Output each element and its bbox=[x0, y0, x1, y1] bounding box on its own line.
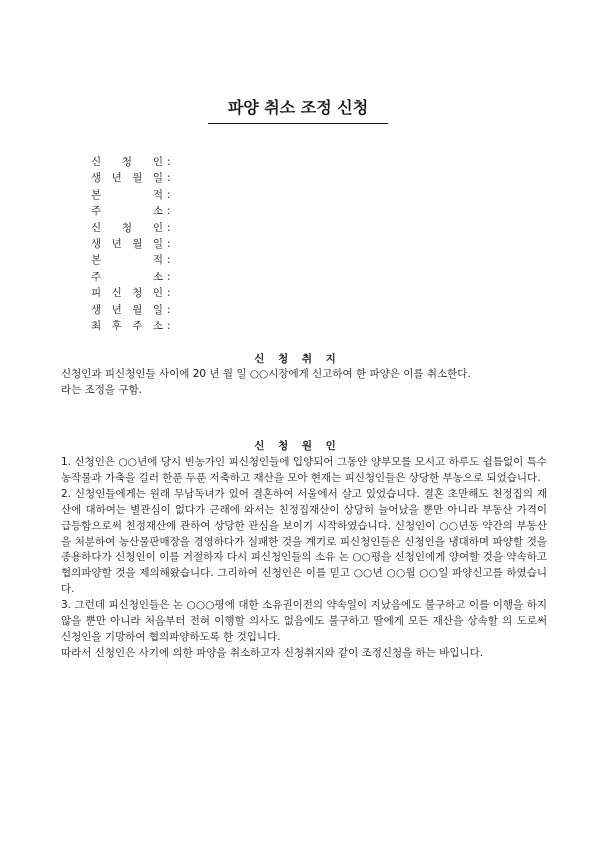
field-colon: : bbox=[167, 172, 171, 185]
field-label: 주 소 bbox=[91, 270, 163, 283]
paragraph: 라는 조정을 구함. bbox=[61, 383, 143, 396]
field-colon: : bbox=[167, 221, 171, 234]
field-colon: : bbox=[167, 156, 171, 168]
field-colon: : bbox=[167, 270, 171, 283]
field-colon: : bbox=[167, 205, 171, 218]
cause-heading: 신 청 원 인 bbox=[254, 440, 341, 452]
field-label: 생 년 월 일 bbox=[91, 172, 163, 185]
field-label: 피 신 청 인 bbox=[91, 287, 163, 300]
field-colon: : bbox=[167, 254, 171, 267]
field-row bbox=[91, 170, 171, 186]
field-label: 최 후 주 소 bbox=[91, 319, 163, 332]
field-row bbox=[91, 285, 171, 301]
paragraph: 3. 그런데 피신청인들은 논 ○○○평에 대한 소유권이전의 약속일이 지났음에도 불구하고 이를 이행을 하지 않을 뿐만 아니라 처음부터 전혀 이행할 의사도 없음에도 불구하고 딸에게 모든 재산을 상속할 의 도로써 신청인을 기망하여 협의파양하도록 한 것입니다. bbox=[61, 599, 547, 643]
field-label: 주 소 bbox=[91, 205, 163, 218]
field-label: 생 년 월 일 bbox=[91, 237, 163, 250]
field-label: 신 청 인 bbox=[91, 156, 163, 168]
field-row bbox=[91, 236, 171, 252]
paragraph: 신청인과 피신청인들 사이에 20 년 월 일 ○○시장에게 신고하여 한 파양은 이를 취소한다. bbox=[61, 368, 471, 380]
party-fields bbox=[91, 154, 171, 334]
paragraph: 1. 신청인은 ○○년에 당시 빈농가인 피신청인들에 입양되어 그동안 양부모를 모시고 하루도 쉴틈없이 특수농작물과 가축을 길러 한푼 두푼 저축하고 재산을 모아 현재는 피신청인들은 상당한 부농으로 되었습니다. bbox=[61, 456, 547, 484]
title-underline bbox=[208, 123, 388, 124]
field-row bbox=[91, 252, 171, 268]
document-title: 파양 취소 조정 신청 bbox=[227, 98, 369, 117]
field-row bbox=[91, 302, 171, 318]
field-label: 본 적 bbox=[91, 254, 163, 267]
field-colon: : bbox=[167, 319, 171, 332]
field-label: 신 청 인 bbox=[91, 221, 163, 234]
field-colon: : bbox=[167, 188, 171, 201]
field-row bbox=[91, 203, 171, 219]
paragraph: 2. 신청인들에게는 원래 무남독녀가 있어 결혼하여 서울에서 살고 있었습니다. 결혼 초만해도 친정집의 재산에 대하여는 별관심이 없다가 근래에 와서는 친정집재산이 상당히 늘어났을 뿐만 아니라 부동산 가격이 급등함으로써 친정재산에 관하여 상당한 관심을 보이기 시작하였습니다. 신청인이 ○○년동 약간의 부동산을 처분하여 농산물판매장을 경영하다가 실패한 것을 계기로 피신청인들은 신청인을 냉대하며 파양할 것을 종용하다가 신청인이 이를 거절하자 다시 피신청인들의 소유 논 ○○평을 신청인에게 양여할 것을 약속하고 협의파양할 것을 제의해왔습니다. 그리하여 신청인은 이를 믿고 ○○년 ○○월 ○○일 파양신고를 하였습니다. bbox=[61, 487, 547, 596]
field-row bbox=[91, 187, 171, 203]
field-colon: : bbox=[167, 287, 171, 300]
field-colon: : bbox=[167, 303, 171, 316]
purpose-heading: 신 청 취 지 bbox=[254, 353, 341, 365]
field-row bbox=[91, 318, 171, 334]
field-colon: : bbox=[167, 237, 171, 250]
field-label: 본 적 bbox=[91, 188, 163, 201]
field-row bbox=[91, 154, 171, 170]
paragraph: 따라서 신청인은 사기에 의한 파양을 취소하고자 신청취지와 같이 조정신청을 하는 바입니다. bbox=[61, 646, 484, 659]
field-row bbox=[91, 269, 171, 285]
field-row bbox=[91, 220, 171, 236]
cause-body bbox=[61, 455, 547, 662]
purpose-body bbox=[61, 367, 547, 399]
field-label: 생 년 월 일 bbox=[91, 303, 163, 316]
